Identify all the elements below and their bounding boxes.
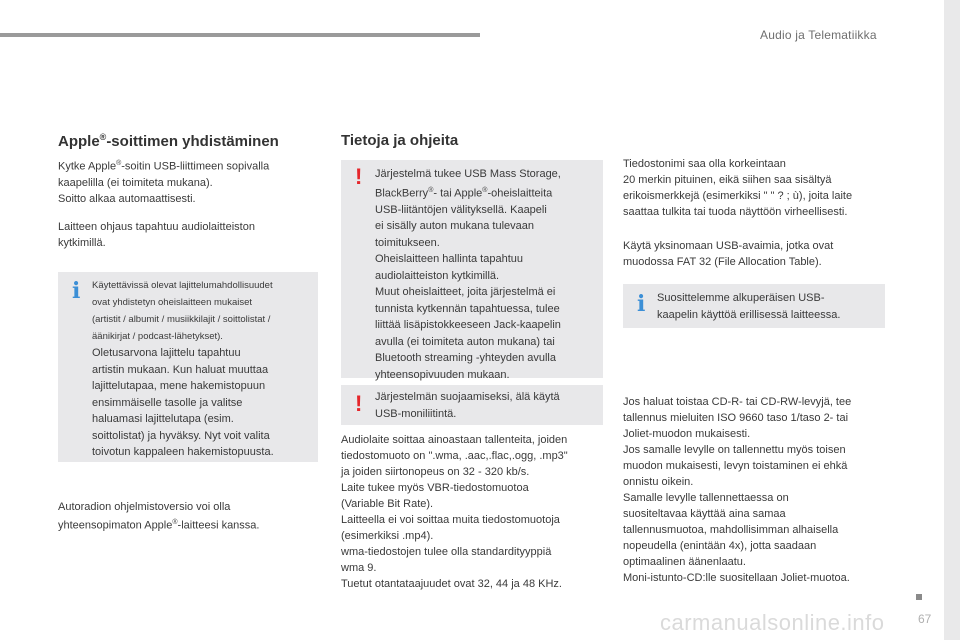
file-format-paragraph: Audiolaite soittaa ainoastaan tallenteita, joiden tiedostomuoto on ".wma, .aac,.flac,.ogg, .mp3" ja joiden siirtonopeus on 32 - 320 kb/s. Laite tukee myös VBR-tiedostomuotoa (Variable Bit Rate). Laitteella ei voi soittaa muita tiedostomuotoja (esimerkiksi .mp4). wma-tiedostojen tulee olla standardityyppiä wma 9. Tuetut otantataajuudet ovat 32, 44 ja 48 KHz. bbox=[341, 434, 568, 590]
page-edge-band bbox=[944, 0, 960, 640]
multiplug-warning-box bbox=[341, 385, 603, 425]
filename-paragraph: Tiedostonimi saa olla korkeintaan 20 merkin pituinen, eikä siihen saa sisältyä erikoismerkkejä (esimerkiksi " " ? ; ù), joita laite saattaa tulkita tai tuoda näyttöön virheellisesti. bbox=[623, 158, 853, 218]
sorting-info-box bbox=[58, 272, 318, 462]
header-rule bbox=[0, 33, 480, 37]
cable-info-text: Suosittelemme alkuperäisen USB- kaapelin käyttöä erillisessä laitteessa. bbox=[657, 292, 841, 321]
multiplug-warning-text: Järjestelmän suojaamiseksi, älä käytä USB-moniliitintä. bbox=[375, 391, 560, 420]
warning-icon: ! bbox=[355, 391, 363, 416]
apple-section-heading: Apple®-soittimen yhdistäminen bbox=[58, 132, 279, 150]
warning-icon: ! bbox=[355, 164, 363, 189]
cd-recording-paragraph: Jos haluat toistaa CD-R- tai CD-RW-levyjä, tee tallennus mieluiten ISO 9660 taso 1/taso 2- tai Joliet-muodon mukaisesti. Jos samalle levylle on tallennettu myös toisen muodon mukaisesti, levyn toistaminen ei ehkä onnistu oikein. Samalle levylle tallennettaessa on suositeltavaa käyttää aina samaa tallennusmuotoa, mahdollisimman alhaisella nopeudella (enintään 4x), jotta saadaan optimaalinen äänenlaatu. Moni-istunto-CD:lle suositellaan Joliet-muotoa. bbox=[623, 396, 852, 584]
control-paragraph: Laitteen ohjaus tapahtuu audiolaitteiston kytkimillä. bbox=[58, 221, 255, 249]
page-marker bbox=[916, 594, 922, 600]
apple-connect-paragraph: Kytke Apple®-soitin USB-liittimeen sopivalla kaapelilla (ei toimiteta mukana). Soitto alkaa automaattisesti. bbox=[58, 160, 270, 205]
sorting-info-text: Käytettävissä olevat lajittelumahdollisuudet ovat yhdistetyn oheislaitteen mukaiset (artistit / albumit / musiikkilajit / soittolistat / äänikirjat / podcast-lähetykset). Oletusarvona lajittelu tapahtuu artistin mukaan. Kun haluat muuttaa lajittelutapaa, mene hakemistopuun ensimmäiselle tasolle ja valitse haluamasi lajittelutapa (esim. soittolistat) ja hyväksy. Nyt voit valita toivotun kappaleen hakemistopuusta. bbox=[92, 280, 274, 458]
info-icon: i bbox=[637, 291, 646, 317]
info-icon: i bbox=[72, 278, 81, 304]
usb-warning-text: Järjestelmä tukee USB Mass Storage, BlackBerry®- tai Apple®-oheislaitteita USB-liitäntöjen välityksellä. Kaapeli ei sisälly auton mukana tulevaan toimitukseen. Oheislaitteen hallinta tapahtuu audiolaitteiston kytkimillä. Muut oheislaitteet, joita järjestelmä ei tunnista kytkennän tapahtuessa, tulee liittää lisäpistokkeeseen Jack-kaapelin avulla (ei toimiteta auton mukana) tai Bluetooth streaming -yhteyden avulla yhteensopivuuden mukaan. bbox=[375, 168, 561, 381]
usb-format-paragraph: Käytä yksinomaan USB-avaimia, jotka ovat muodossa FAT 32 (File Allocation Table). bbox=[623, 240, 834, 268]
watermark: carmanualsonline.info bbox=[660, 610, 885, 635]
software-version-paragraph: Autoradion ohjelmistoversio voi olla yhteensopimaton Apple®-laitteesi kanssa. bbox=[58, 501, 260, 532]
section-title: Audio ja Telematiikka bbox=[760, 28, 877, 42]
info-section-heading: Tietoja ja ohjeita bbox=[341, 132, 459, 149]
cable-info-box bbox=[623, 284, 885, 328]
page-number: 67 bbox=[918, 612, 932, 626]
usb-warning-box bbox=[341, 160, 603, 381]
